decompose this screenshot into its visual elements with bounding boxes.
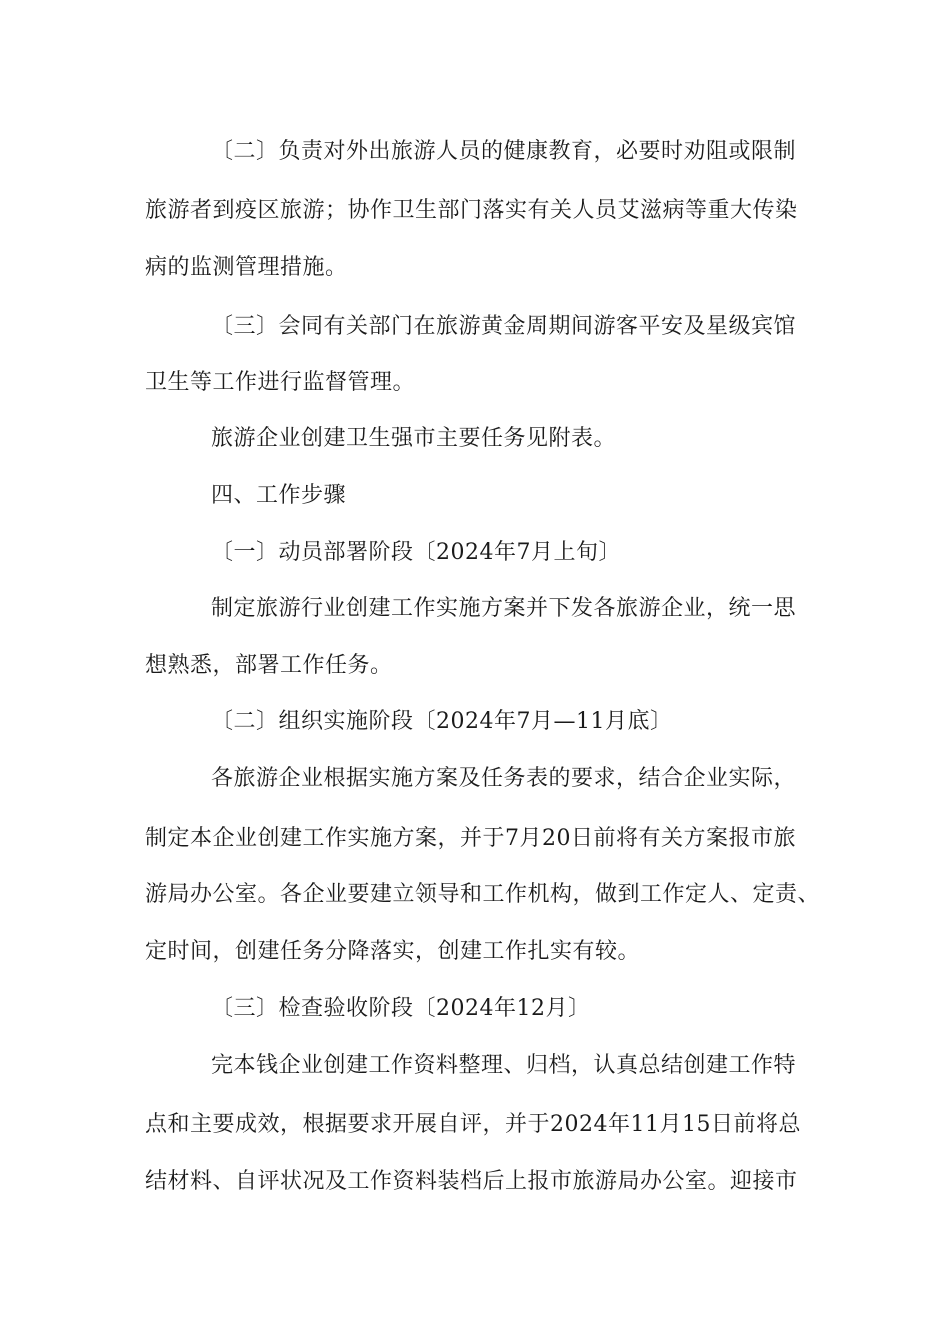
subsection-heading: 〔一〕动员部署阶段〔2024年7月上旬〕 bbox=[211, 540, 621, 565]
section-heading: 四、工作步骤 bbox=[211, 483, 347, 508]
text-line: 游局办公室。各企业要建立领导和工作机构，做到工作定人、定责、 bbox=[145, 882, 821, 907]
text-line: 完本钱企业创建工作资料整理、归档，认真总结创建工作特 bbox=[211, 1053, 797, 1078]
text-line: 各旅游企业根据实施方案及任务表的要求，结合企业实际， bbox=[211, 766, 797, 791]
subsection-heading: 〔二〕组织实施阶段〔2024年7月—11月底〕 bbox=[211, 709, 673, 734]
text-line: 旅游企业创建卫生强市主要任务见附表。 bbox=[211, 426, 617, 451]
text-line: 制定本企业创建工作实施方案，并于7月20日前将有关方案报市旅 bbox=[145, 826, 796, 851]
text-line: 卫生等工作进行监督管理。 bbox=[145, 370, 416, 395]
text-line: 定时间，创建任务分降落实，创建工作扎实有较。 bbox=[145, 939, 641, 964]
text-line: 〔三〕会同有关部门在旅游黄金周期间游客平安及星级宾馆 bbox=[211, 314, 797, 339]
text-line: 制定旅游行业创建工作实施方案并下发各旅游企业，统一思 bbox=[211, 596, 797, 621]
text-line: 病的监测管理措施。 bbox=[145, 255, 348, 280]
text-line: 想熟悉，部署工作任务。 bbox=[145, 653, 393, 678]
text-line: 结材料、自评状况及工作资料装档后上报市旅游局办公室。迎接市 bbox=[145, 1169, 798, 1194]
text-line: 〔二〕负责对外出旅游人员的健康教育，必要时劝阻或限制 bbox=[211, 139, 797, 164]
text-line: 点和主要成效，根据要求开展自评，并于2024年11月15日前将总 bbox=[145, 1112, 801, 1137]
text-line: 旅游者到疫区旅游；协作卫生部门落实有关人员艾滋病等重大传染 bbox=[145, 198, 798, 223]
subsection-heading: 〔三〕检查验收阶段〔2024年12月〕 bbox=[211, 996, 591, 1021]
